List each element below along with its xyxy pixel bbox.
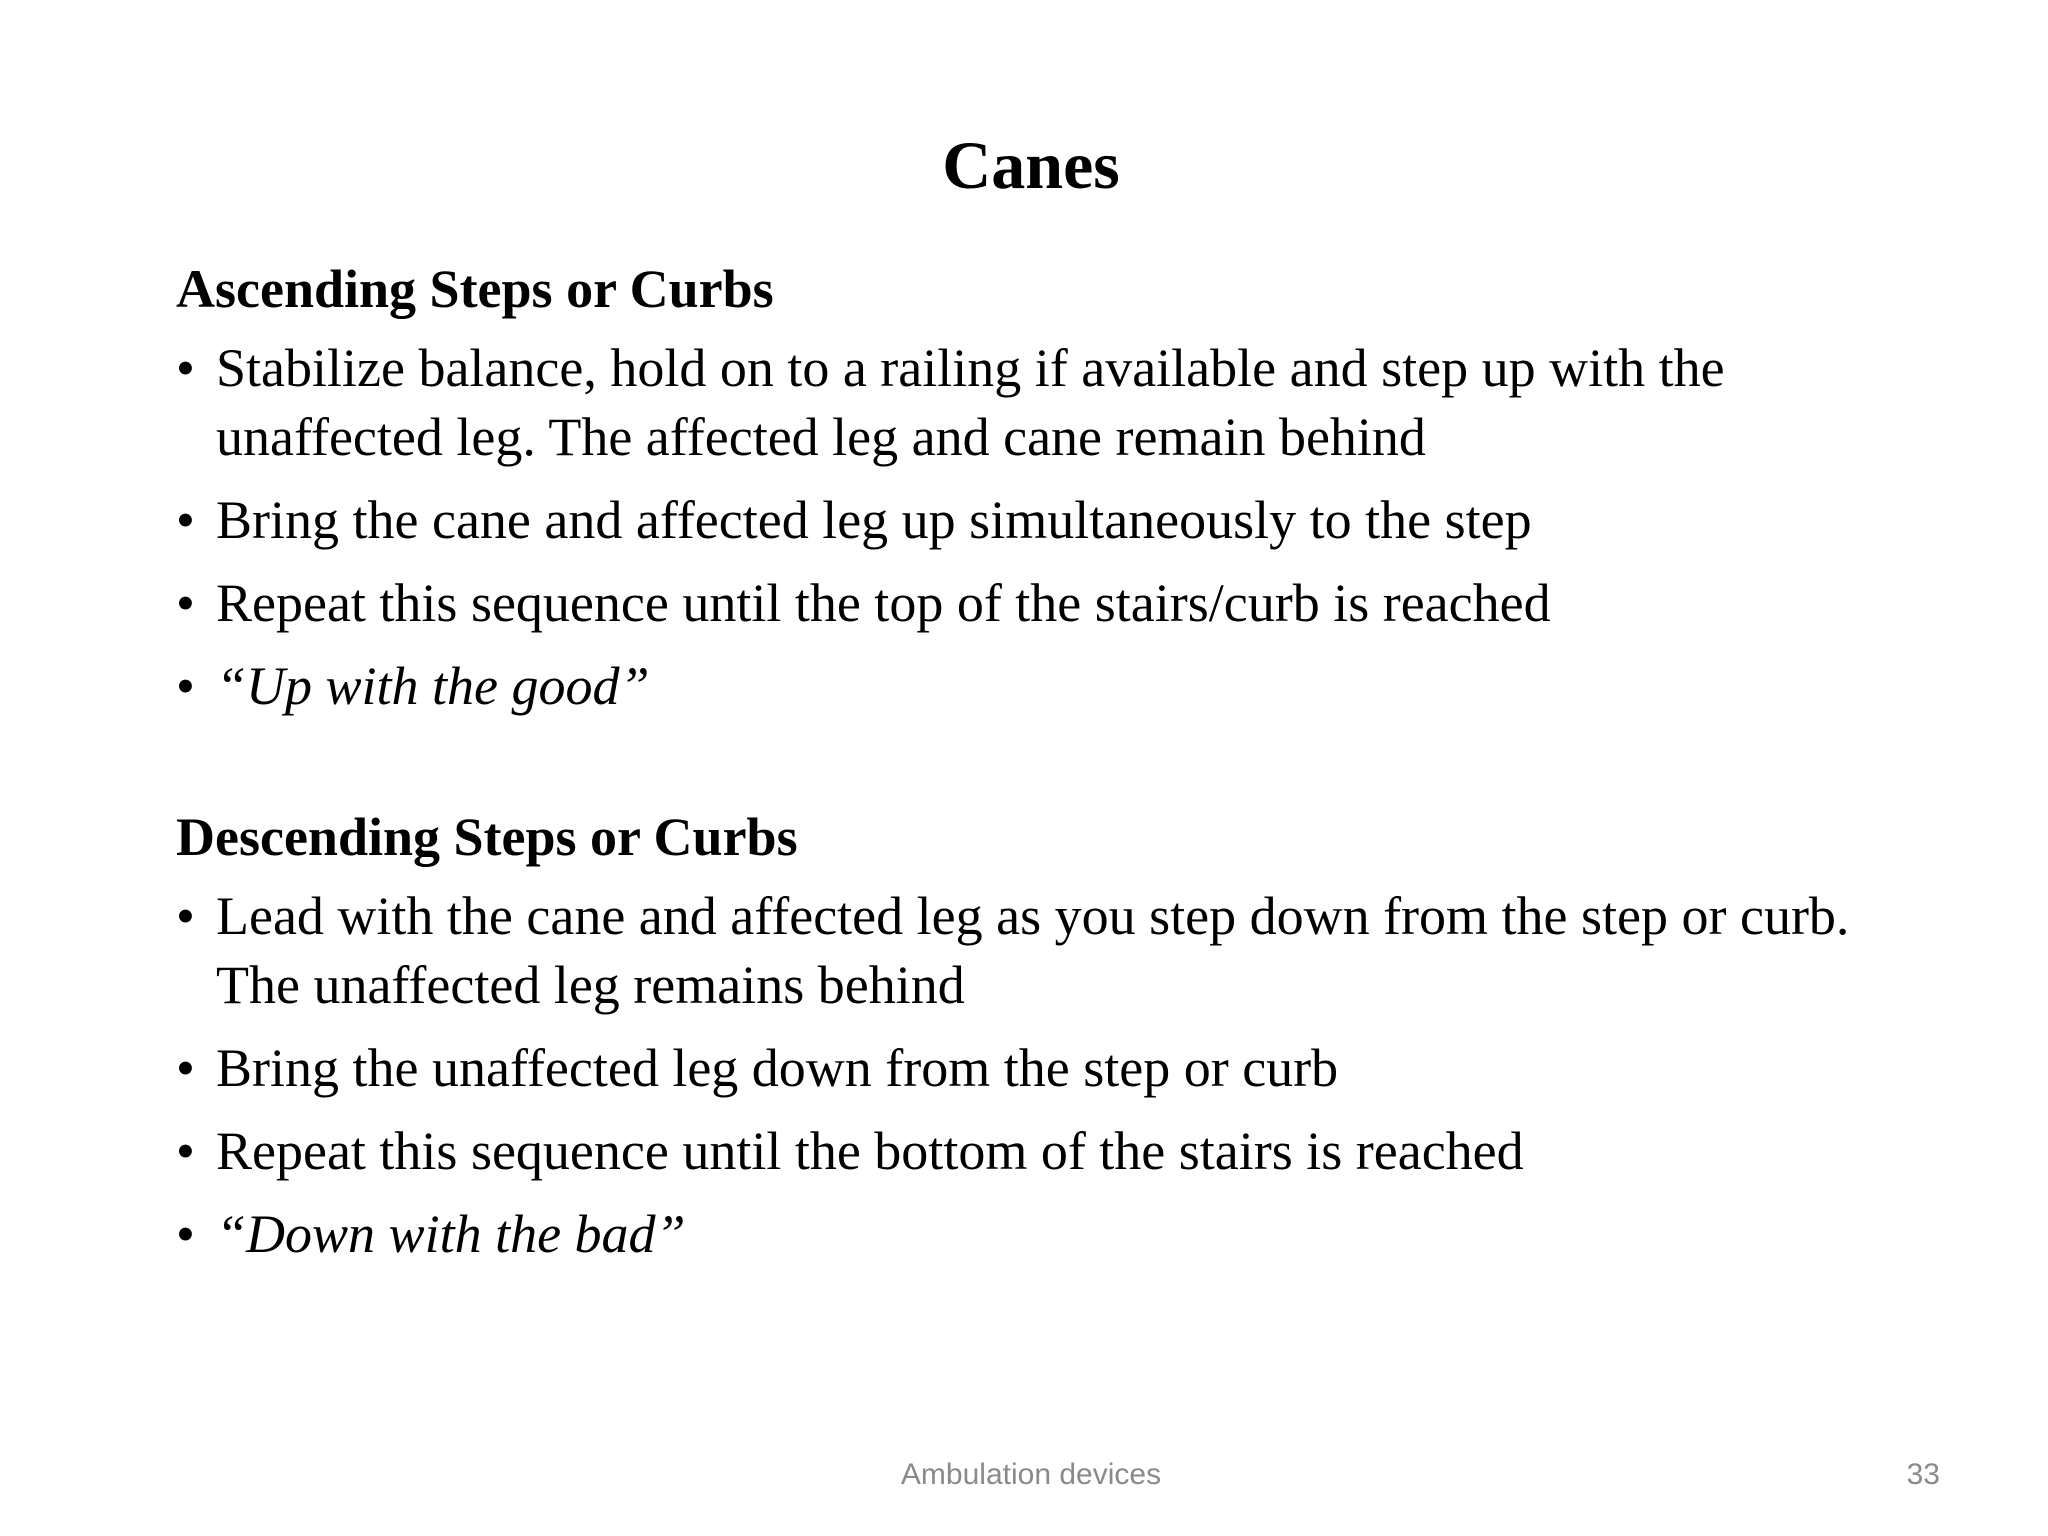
list-item-text: “Down with the bad” xyxy=(216,1204,686,1264)
bullet-icon: • xyxy=(176,656,195,716)
ascending-section xyxy=(176,254,1896,735)
list-item xyxy=(176,652,1896,721)
descending-list xyxy=(176,882,1896,1269)
list-item xyxy=(176,1034,1896,1103)
list-item-text: “Up with the good” xyxy=(216,656,650,716)
descending-heading: Descending Steps or Curbs xyxy=(176,807,798,867)
list-item xyxy=(176,1117,1896,1186)
bullet-icon: • xyxy=(176,1204,195,1264)
list-item xyxy=(176,569,1896,638)
footer-label: Ambulation devices xyxy=(900,1458,1162,1491)
list-item-text: Repeat this sequence until the bottom of the stairs is reached xyxy=(216,1121,1524,1181)
bullet-icon: • xyxy=(176,338,195,398)
list-item xyxy=(176,1200,1896,1269)
descending-section xyxy=(176,802,1896,1283)
list-item xyxy=(176,334,1896,472)
bullet-icon: • xyxy=(176,1038,195,1098)
bullet-icon: • xyxy=(176,1121,195,1181)
slide-title: Canes xyxy=(942,127,1120,203)
list-item-text: Stabilize balance, hold on to a railing if available and step up with the unaffected leg. The affected leg and cane remain behind xyxy=(216,338,1725,467)
list-item-text: Bring the cane and affected leg up simultaneously to the step xyxy=(216,490,1532,550)
bullet-icon: • xyxy=(176,490,195,550)
list-item xyxy=(176,882,1896,1020)
list-item-text: Lead with the cane and affected leg as you step down from the step or curb. The unaffected leg remains behind xyxy=(216,886,1850,1015)
ascending-list xyxy=(176,334,1896,721)
bullet-icon: • xyxy=(176,886,195,946)
ascending-heading: Ascending Steps or Curbs xyxy=(176,259,774,319)
list-item xyxy=(176,486,1896,555)
bullet-icon: • xyxy=(176,573,195,633)
list-item-text: Repeat this sequence until the top of the stairs/curb is reached xyxy=(216,573,1551,633)
page-number: 33 xyxy=(1906,1458,1940,1491)
list-item-text: Bring the unaffected leg down from the step or curb xyxy=(216,1038,1339,1098)
